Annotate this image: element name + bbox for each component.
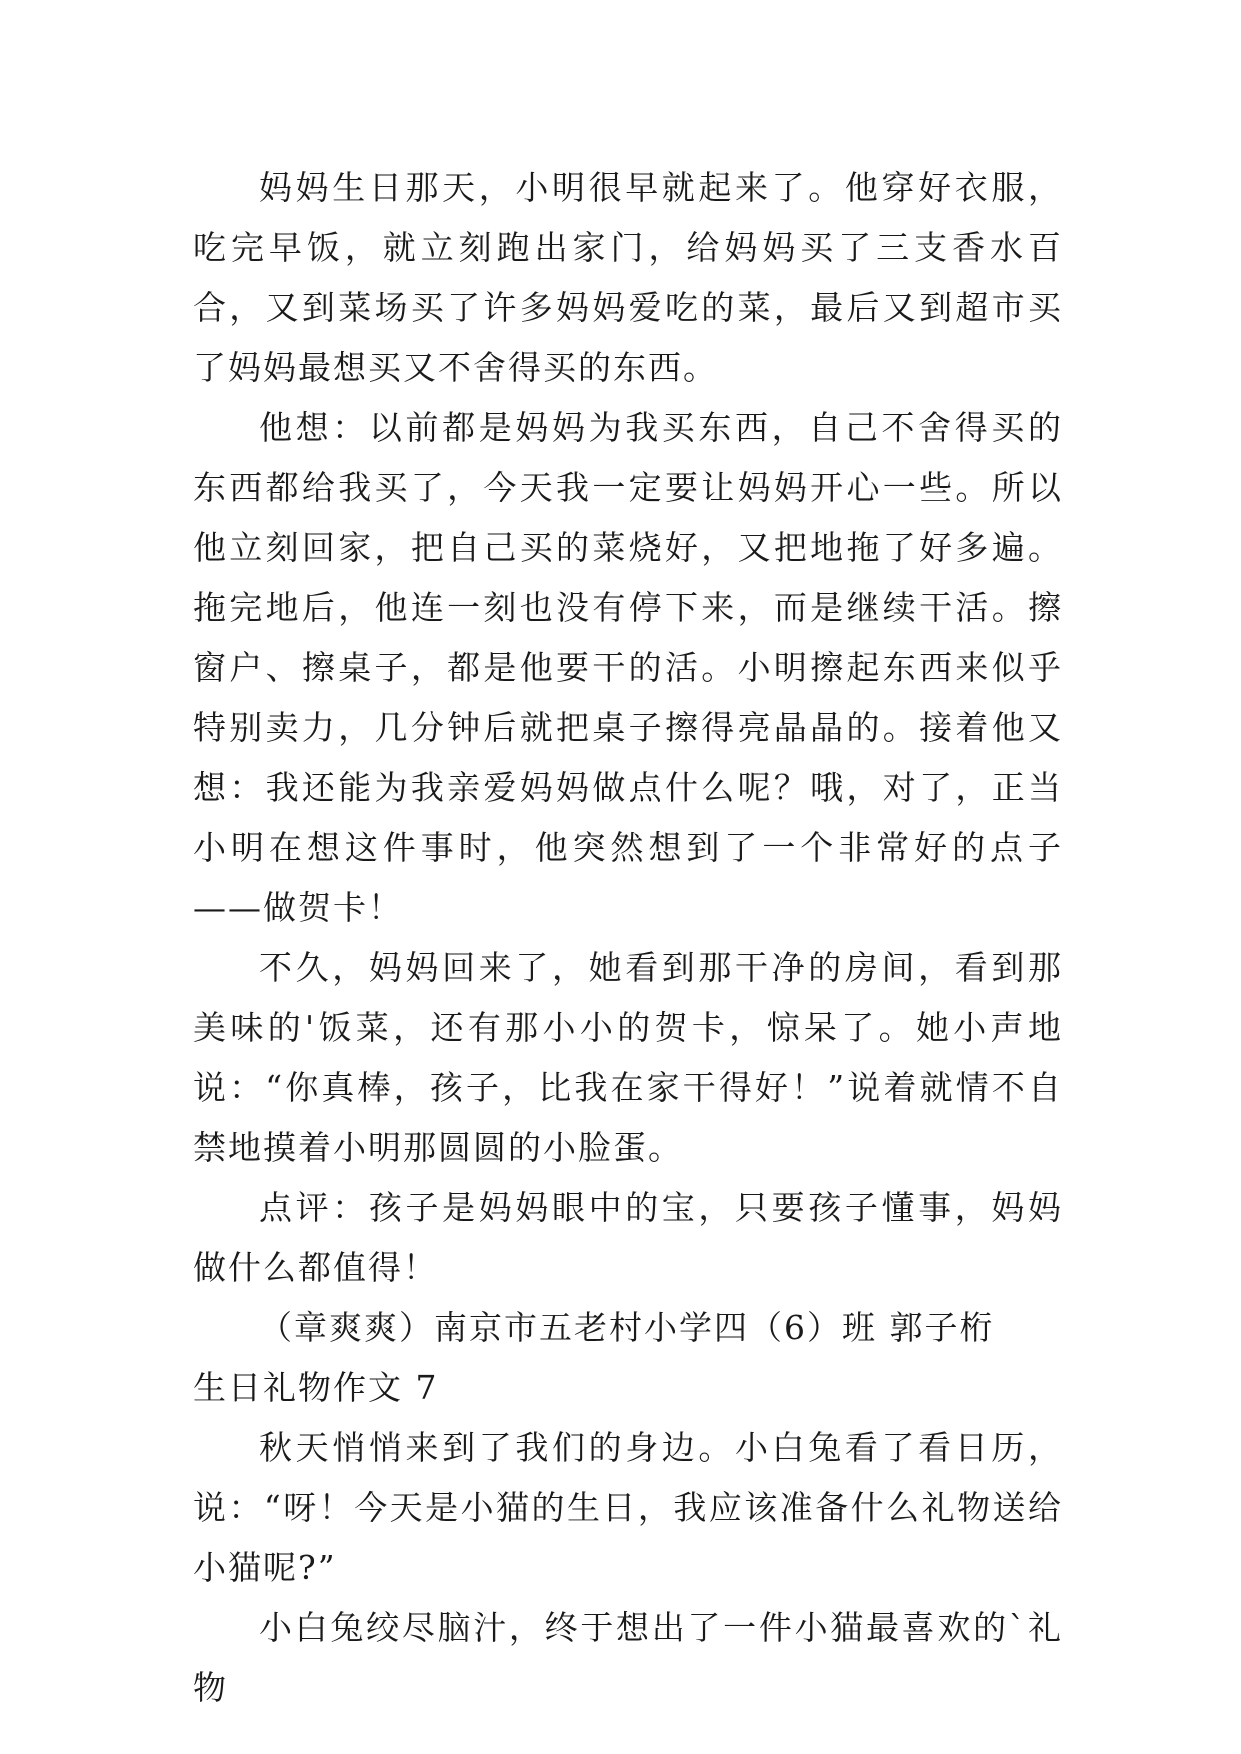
paragraph-6: 小白兔绞尽脑汁，终于想出了一件小猫最喜欢的`礼物 <box>193 1608 1063 1707</box>
paragraph-5: 秋天悄悄来到了我们的身边。小白兔看了看日历，说：“呀！今天是小猫的生日，我应该准备什么礼物送给小猫呢?” <box>193 1428 1063 1587</box>
author-signature: （章爽爽）南京市五老村小学四（6）班 郭子桁 <box>259 1308 995 1347</box>
document-body <box>193 158 1063 1718</box>
paragraph-4: 点评：孩子是妈妈眼中的宝，只要孩子懂事，妈妈做什么都值得！ <box>193 1188 1063 1287</box>
paragraph-3: 不久，妈妈回来了，她看到那干净的房间，看到那美味的'饭菜，还有那小小的贺卡，惊呆了。她小声地说：“你真棒，孩子，比我在家干得好！”说着就情不自禁地摸着小明那圆圆的小脸蛋。 <box>193 948 1063 1167</box>
paragraph-2: 他想：以前都是妈妈为我买东西，自己不舍得买的东西都给我买了，今天我一定要让妈妈开心一些。所以他立刻回家，把自己买的菜烧好，又把地拖了好多遍。拖完地后，他连一刻也没有停下来，而是继续干活。擦窗户、擦桌子，都是他要干的活。小明擦起东西来似乎特别卖力，几分钟后就把桌子擦得亮晶晶的。接着他又想：我还能为我亲爱妈妈做点什么呢？哦，对了，正当小明在想这件事时，他突然想到了一个非常好的点子——做贺卡！ <box>193 408 1063 927</box>
paragraph-1: 妈妈生日那天，小明很早就起来了。他穿好衣服，吃完早饭，就立刻跑出家门，给妈妈买了三支香水百合，又到菜场买了许多妈妈爱吃的菜，最后又到超市买了妈妈最想买又不舍得买的东西。 <box>193 168 1063 387</box>
section-title: 生日礼物作文 7 <box>193 1368 439 1407</box>
